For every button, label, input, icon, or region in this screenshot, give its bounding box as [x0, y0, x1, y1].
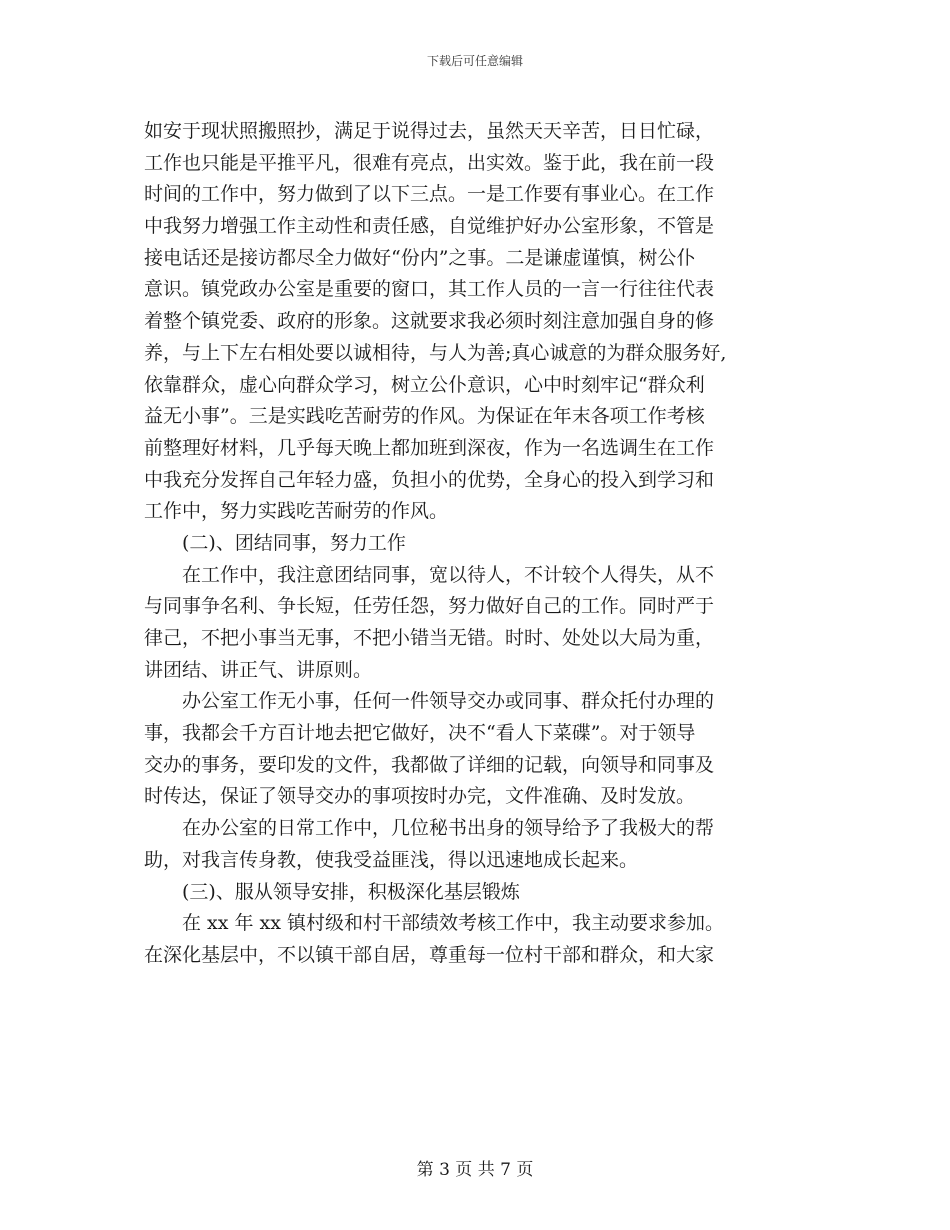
text-line: 在工作中，我注意团结同事，宽以待人，不计较个人得失，从不: [144, 563, 715, 586]
section-heading: (三)、服从领导安排，积极深化基层锻炼: [144, 880, 520, 903]
text-line: 在 xx 年 xx 镇村级和村干部绩效考核工作中，我主动要求参加。: [144, 912, 725, 935]
document-body: [144, 116, 804, 972]
page-footer: 第 3 页 共 7 页: [416, 1160, 534, 1180]
text-line: 中我充分发挥自己年轻力盛，负担小的优势，全身心的投入到学习和: [144, 468, 715, 491]
text-line: 如安于现状照搬照抄，满足于说得过去，虽然天天辛苦，日日忙碌，: [144, 120, 715, 142]
text-line: 与同事争名利、争长短，任劳任怨，努力做好自己的工作。同时严于: [144, 595, 715, 618]
text-line: 养，与上下左右相处要以诚相待，与人为善;真心诚意的为群众服务好,: [144, 341, 727, 364]
text-line: 办公室工作无小事，任何一件领导交办或同事、群众托付办理的: [144, 690, 715, 713]
text-line: 讲团结、讲正气、讲原则。: [144, 658, 373, 681]
text-line: 前整理好材料，几乎每天晚上都加班到深夜，作为一名选调生在工作: [144, 436, 715, 459]
text-line: 意识。镇党政办公室是重要的窗口，其工作人员的一言一行往往代表: [144, 278, 715, 301]
text-line: 依靠群众，虚心向群众学习，树立公仆意识，心中时刻牢记“群众利: [144, 373, 705, 396]
section-heading: (二)、团结同事，努力工作: [144, 531, 406, 554]
text-line: 时间的工作中，努力做到了以下三点。一是工作要有事业心。在工作: [144, 183, 715, 206]
text-line: 益无小事”。三是实践吃苦耐劳的作风。为保证在年末各项工作考核: [144, 405, 705, 428]
text-line: 接电话还是接访都尽全力做好“份内”之事。二是谦虚谨慎，树公仆: [144, 246, 696, 269]
text-line: 交办的事务，要印发的文件，我都做了详细的记载，向领导和同事及: [144, 753, 715, 776]
text-line: 在深化基层中，不以镇干部自居，尊重每一位村干部和群众，和大家: [144, 943, 715, 966]
text-line: 时传达，保证了领导交办的事项按时办完，文件准确、及时发放。: [144, 785, 696, 808]
text-line: 律己，不把小事当无事，不把小错当无错。时时、处处以大局为重，: [144, 627, 715, 649]
text-line: 在办公室的日常工作中，几位秘书出身的领导给予了我极大的帮: [144, 817, 715, 840]
text-line: 着整个镇党委、政府的形象。这就要求我必须时刻注意加强自身的修: [144, 310, 715, 333]
page-header: 下载后可任意编辑: [426, 54, 523, 68]
text-line: 工作也只能是平推平凡，很难有亮点，出实效。鉴于此，我在前一段: [144, 151, 715, 174]
text-line: 事，我都会千方百计地去把它做好，决不“看人下菜碟”。对于领导: [144, 722, 696, 745]
text-line: 中我努力增强工作主动性和责任感，自觉维护好办公室形象，不管是: [144, 215, 715, 238]
text-line: 工作中，努力实践吃苦耐劳的作风。: [144, 500, 449, 523]
text-line: 助，对我言传身教，使我受益匪浅，得以迅速地成长起来。: [144, 848, 639, 871]
